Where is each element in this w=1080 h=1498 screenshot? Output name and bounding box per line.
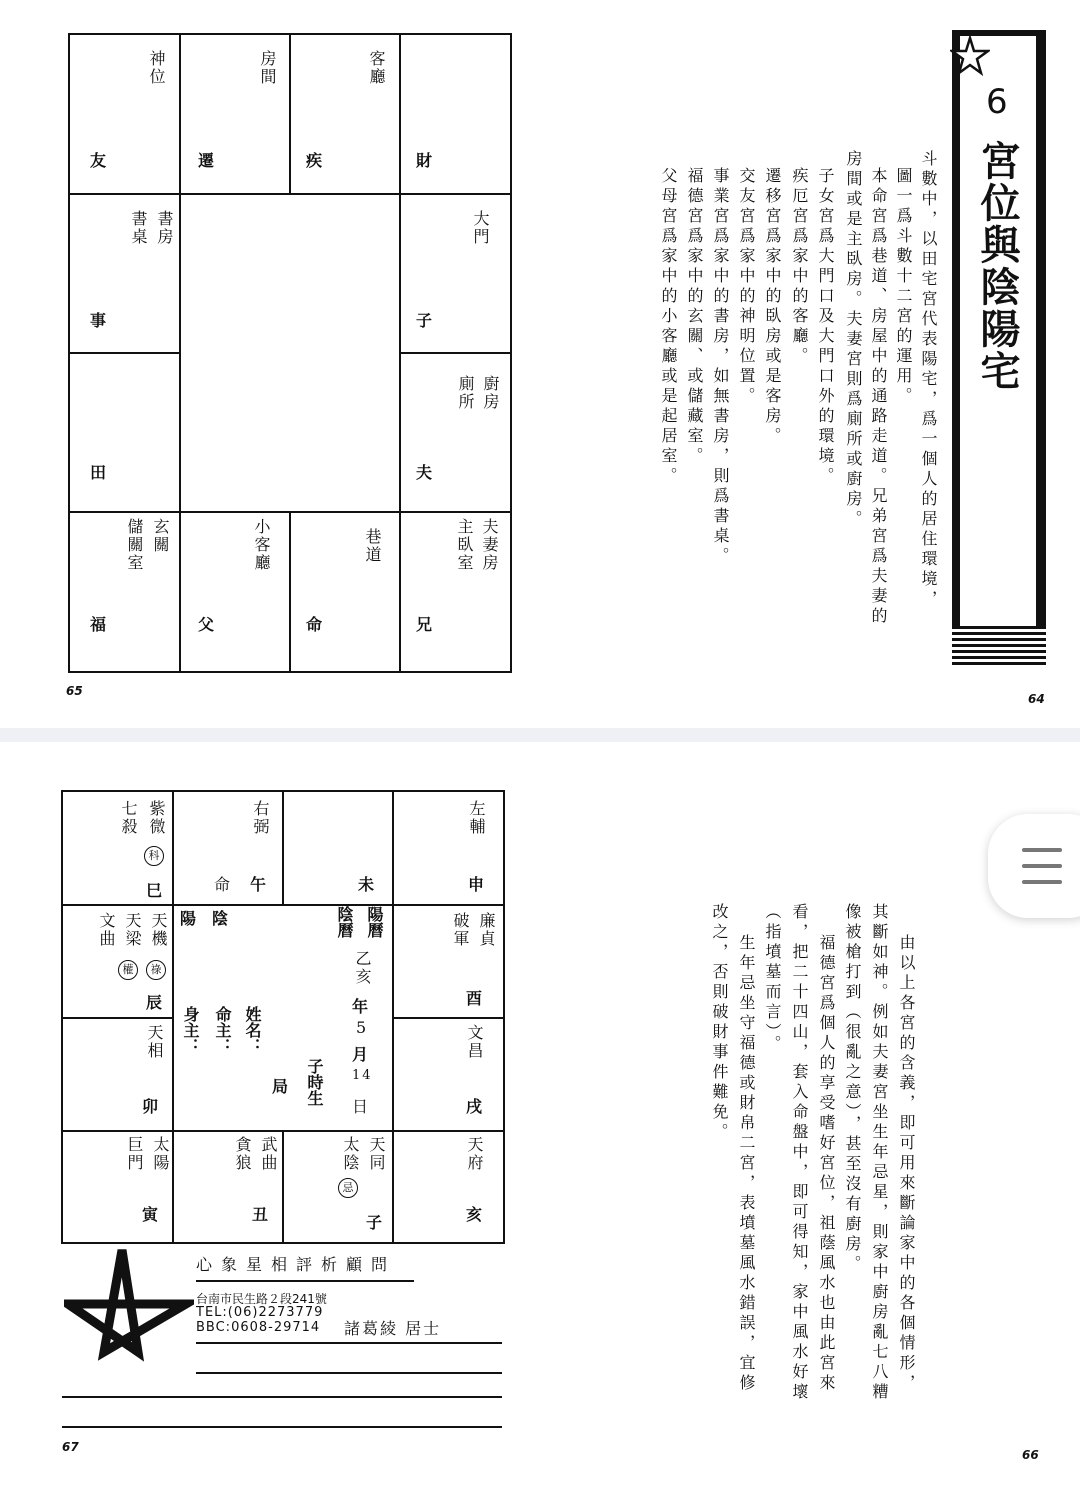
center-label-yangli: 陽曆 <box>365 906 384 938</box>
room-label-damen: 大門 <box>471 210 490 246</box>
p66-para-3: 像被槍打到（很亂之意），甚至沒有廚房。 <box>843 903 862 1275</box>
page-number-64: 64 <box>1028 692 1045 706</box>
center-ju: 局 <box>272 1077 289 1096</box>
branch-si: 巳 <box>146 881 163 900</box>
star-qisha: 七殺 <box>119 800 138 836</box>
palace-label-fu: 夫 <box>416 463 433 482</box>
p64-para-3: 本命宮爲巷道、房屋中的通路走道。兄弟宮爲夫妻的 <box>869 167 888 627</box>
center-month: 5 <box>356 1018 369 1037</box>
palace-label-qian: 遷 <box>198 151 215 170</box>
room-label-cesuo: 廁所 <box>456 375 475 411</box>
center-day-unit: 日 <box>352 1097 371 1116</box>
stamp-rule-2 <box>196 1342 502 1344</box>
palace-label-ming: 命 <box>306 615 323 634</box>
hua-ji-badge: 忌 <box>338 1178 358 1198</box>
room-label-fuqifang: 夫妻房 <box>480 518 499 572</box>
chapter-number: 6 <box>986 82 1008 122</box>
p64-para-6: 疾厄宮爲家中的客廳。 <box>790 167 809 367</box>
stamp-rule-3 <box>196 1372 502 1374</box>
p66-para-4: 福德宮爲個人的享受嗜好宮位，祖蔭風水也由此宮來 <box>817 934 836 1394</box>
p64-para-4: 房間或是主臥房。夫妻宮則爲廁所或廚房。 <box>844 150 863 530</box>
star-jumen: 巨門 <box>125 1136 144 1172</box>
palace-label-you: 友 <box>90 151 107 170</box>
branch-xu: 戌 <box>466 1097 483 1116</box>
room-label-chufang: 廚房 <box>481 375 500 411</box>
branch-zi: 子 <box>366 1213 383 1232</box>
center-year: 乙亥 <box>353 950 372 986</box>
page-separator <box>0 728 1080 742</box>
palace-label-shi: 事 <box>90 311 107 330</box>
center-ming-zhu: 命主： <box>213 1006 232 1054</box>
palace-label-zi: 子 <box>416 311 433 330</box>
star-lianzhen: 廉貞 <box>477 912 496 948</box>
p64-para-10: 福德宮爲家中的玄關、或儲藏室。 <box>685 167 704 467</box>
palace-label-xiong: 兄 <box>416 615 433 634</box>
room-label-zhuwoshi: 主臥室 <box>455 518 474 572</box>
p64-para-9: 事業宮爲家中的書房，如無書房，則爲書桌。 <box>711 167 730 567</box>
p66-para-2: 其斷如神。例如夫妻宮坐生年忌星，則家中廚房亂七八糟 <box>870 903 889 1403</box>
center-name: 姓名： <box>243 1006 262 1054</box>
pentagram-logo <box>64 1246 194 1372</box>
palace-label-ji: 疾 <box>306 151 323 170</box>
p64-para-1: 斗數中，以田宅宮代表陽宅，爲一個人的居住環境， <box>919 150 938 610</box>
stamp-bbc: BBC:0608-29714 <box>196 1320 321 1335</box>
p64-para-2: 圖一爲斗數十二宮的運用。 <box>894 167 913 407</box>
center-label-yang: 陽 <box>180 909 197 928</box>
chapter-title: 宮位與陰陽宅 <box>974 140 1021 392</box>
branch-wei: 未 <box>358 875 375 894</box>
stamp-address: 台南市民生路２段241號 <box>196 1292 327 1306</box>
branch-shen: 申 <box>468 875 485 894</box>
branch-wu: 午 <box>250 875 267 894</box>
center-shen-zhu: 身主： <box>181 1006 200 1054</box>
star-ziwei: 紫微 <box>147 800 166 836</box>
star-tanlang: 貪狼 <box>233 1136 252 1172</box>
p64-para-11: 父母宮爲家中的小客廳或是起居室。 <box>659 167 678 487</box>
room-label-xiangdao: 巷道 <box>363 528 382 564</box>
room-label-xuanguan: 玄關 <box>151 518 170 554</box>
branch-you: 酉 <box>466 989 483 1008</box>
star-tiantong: 天同 <box>367 1136 386 1172</box>
room-label-shufang: 書房 <box>155 210 174 246</box>
star-taiyang: 太陽 <box>151 1136 170 1172</box>
center-label-yin: 陰 <box>212 909 229 928</box>
p66-para-5: 看，把二十四山，套入命盤中，即可得知，家中風水好壞 <box>790 903 809 1403</box>
stamp-name: 諸葛綾 居士 <box>344 1319 442 1338</box>
branch-chou: 丑 <box>252 1205 269 1224</box>
branch-hai: 亥 <box>466 1205 483 1224</box>
star-icon <box>950 36 990 76</box>
stamp-rule-1 <box>196 1280 414 1282</box>
hua-quan-badge: 權 <box>118 960 138 980</box>
star-zuofu: 左輔 <box>467 800 486 836</box>
stamp-rule-5 <box>62 1426 502 1428</box>
stamp-title: 心象星相評析顧問 <box>196 1255 397 1274</box>
natal-chart <box>61 790 505 1244</box>
room-label-keting: 客廳 <box>367 50 386 86</box>
star-wuqu: 武曲 <box>259 1136 278 1172</box>
p66-para-1: 由以上各宮的含義，即可用來斷論家中的各個情形， <box>897 934 916 1394</box>
hua-ke-badge: 科 <box>144 846 164 866</box>
p66-para-7: 生年忌坐守福德或財帛二宮，表墳墓風水錯誤，宜修 <box>737 934 756 1394</box>
palace-label-cai: 財 <box>416 151 433 170</box>
stamp-rule-4 <box>62 1396 502 1398</box>
star-wenqu: 文曲 <box>97 912 116 948</box>
page-number-65: 65 <box>66 684 83 698</box>
room-label-shuzhuo: 書桌 <box>129 210 148 246</box>
center-hour: 子時生 <box>305 1058 324 1106</box>
menu-icon[interactable] <box>988 814 1080 918</box>
room-label-xiaoketing: 小客廳 <box>252 518 271 572</box>
palace-label-tian: 田 <box>90 463 107 482</box>
p64-para-7: 遷移宮爲家中的臥房或是客房。 <box>763 167 782 447</box>
branch-mao: 卯 <box>142 1097 159 1116</box>
room-label-fangjian: 房間 <box>258 50 277 86</box>
room-label-shenwei: 神位 <box>147 50 166 86</box>
star-wenchang: 文昌 <box>465 1024 484 1060</box>
branch-chen: 辰 <box>146 993 163 1012</box>
star-tianxiang: 天相 <box>145 1024 164 1060</box>
room-label-chucangshi: 儲關室 <box>125 518 144 572</box>
ming-marker: 命 <box>214 875 233 894</box>
stamp-tel: TEL:(06)2273779 <box>196 1305 324 1320</box>
palace-label-fude: 福 <box>90 615 107 634</box>
p64-para-8: 交友宮爲家中的神明位置。 <box>737 167 756 407</box>
center-month-unit: 月 <box>352 1045 369 1064</box>
star-pojun: 破軍 <box>451 912 470 948</box>
center-year-unit: 年 <box>352 997 369 1016</box>
p64-para-5: 子女宮爲大門口及大門口外的環境。 <box>816 167 835 487</box>
house-palace-chart <box>68 33 512 673</box>
p66-para-6: （指墳墓而言）。 <box>763 903 782 1055</box>
center-day: 14 <box>352 1068 373 1083</box>
center-label-yinli: 陰曆 <box>335 906 354 938</box>
star-tianji: 天機 <box>149 912 168 948</box>
star-tianliang: 天梁 <box>123 912 142 948</box>
p66-para-8: 改之，否則破財事件難免。 <box>710 903 729 1143</box>
star-taiyin: 太陰 <box>341 1136 360 1172</box>
branch-yin: 寅 <box>142 1205 159 1224</box>
page-number-67: 67 <box>62 1440 79 1454</box>
palace-label-fumu: 父 <box>198 615 215 634</box>
hua-lu-badge: 祿 <box>146 960 166 980</box>
star-youbi: 右弼 <box>251 800 270 836</box>
page-number-66: 66 <box>1022 1448 1039 1462</box>
star-tianfu: 天府 <box>465 1136 484 1172</box>
